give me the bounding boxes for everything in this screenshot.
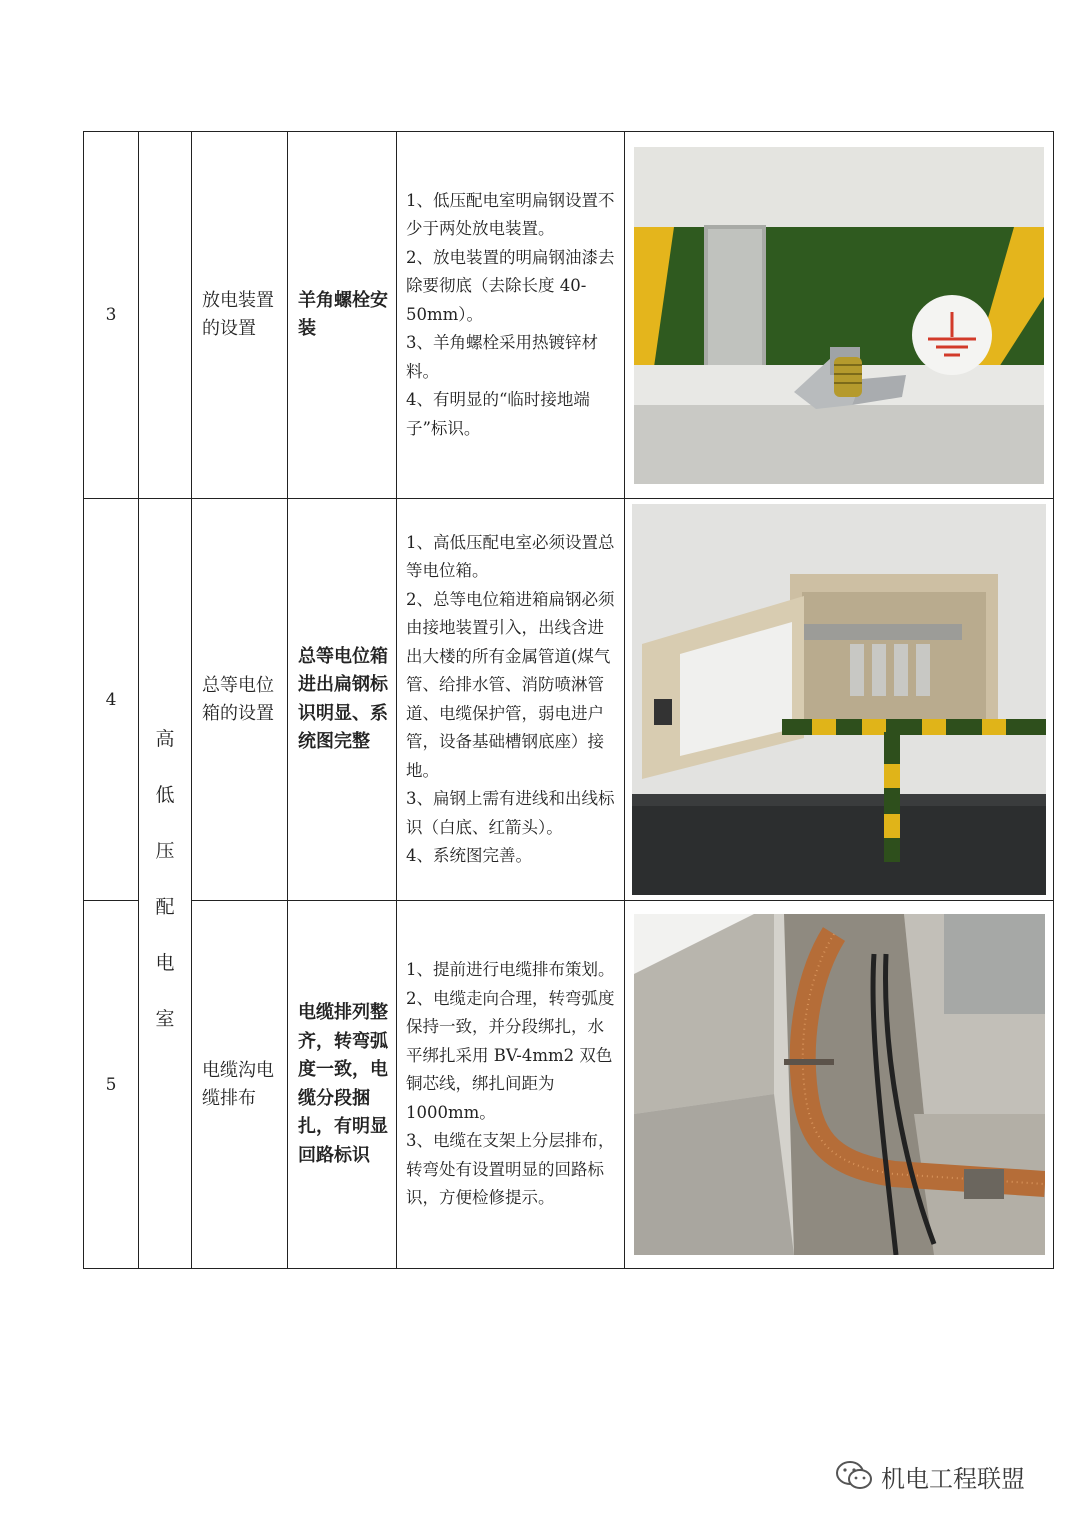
key-point: 羊角螺栓安装	[288, 132, 397, 499]
requirement-line: 2、电缆走向合理，转弯弧度保持一致，并分段绑扎，水平绑扎采用 BV-4mm2 双色铜芯线，绑扎间距为 1000mm。	[406, 988, 615, 1122]
spec-table	[83, 131, 1054, 1269]
equipotential-box-photo	[632, 504, 1046, 895]
watermark	[835, 1456, 1025, 1496]
requirement-line: 3、扁钢上需有进线和出线标识（白底、红箭头）。	[406, 789, 615, 837]
requirement-line: 3、羊角螺栓采用热镀锌材料。	[406, 333, 598, 381]
requirement-line: 4、系统图完善。	[406, 846, 532, 865]
photo-cell	[625, 901, 1054, 1269]
photo-cell	[625, 132, 1054, 499]
area-label-char: 室	[155, 1008, 175, 1030]
requirement-line: 2、总等电位箱进箱扁钢必须由接地装置引入，出线含进出大楼的所有金属管道(煤气管、给排水管、消防喷淋管道、电缆保护管，弱电进户管，设备基础槽钢底座）接地。	[406, 589, 615, 780]
row-number: 3	[84, 132, 139, 499]
area-label-char: 配	[155, 896, 175, 918]
table-row	[84, 901, 1054, 1269]
grounding-bolt-photo	[634, 147, 1044, 484]
area-cell-empty	[139, 132, 192, 499]
table-row	[84, 132, 1054, 499]
key-point: 总等电位箱进出扁钢标识明显、系统图完整	[288, 499, 397, 901]
area-label-char: 压	[155, 840, 175, 862]
row-number: 4	[84, 499, 139, 901]
area-label	[139, 499, 192, 1269]
requirements	[397, 901, 625, 1269]
table-row	[84, 499, 1054, 901]
requirement-line: 1、低压配电室明扁钢设置不少于两处放电装置。	[406, 190, 615, 239]
wechat-icon	[835, 1460, 873, 1492]
item-name: 放电装置的设置	[192, 132, 288, 499]
requirement-line: 3、电缆在支架上分层排布，转弯处有设置明显的回路标识，方便检修提示。	[406, 1131, 615, 1208]
photo-cell	[625, 499, 1054, 901]
requirements	[397, 132, 625, 499]
row-number: 5	[84, 901, 139, 1269]
key-point: 电缆排列整齐，转弯弧度一致，电缆分段捆扎，有明显回路标识	[288, 901, 397, 1269]
cable-trench-photo	[634, 914, 1045, 1255]
requirement-line: 2、放电装置的明扁钢油漆去除要彻底（去除长度 40-50mm）。	[406, 247, 615, 324]
area-label-char: 低	[155, 784, 175, 806]
watermark-text: 机电工程联盟	[881, 1464, 1025, 1493]
area-label-char: 电	[155, 952, 175, 974]
requirement-line: 4、有明显的“临时接地端子”标识。	[406, 390, 590, 438]
item-name: 总等电位箱的设置	[192, 499, 288, 901]
requirement-line: 1、提前进行电缆排布策划。	[406, 960, 615, 980]
area-label-char: 高	[155, 728, 175, 750]
requirements	[397, 499, 625, 901]
requirement-line: 1、高低压配电室必须设置总等电位箱。	[406, 532, 615, 580]
item-name: 电缆沟电缆排布	[192, 901, 288, 1269]
